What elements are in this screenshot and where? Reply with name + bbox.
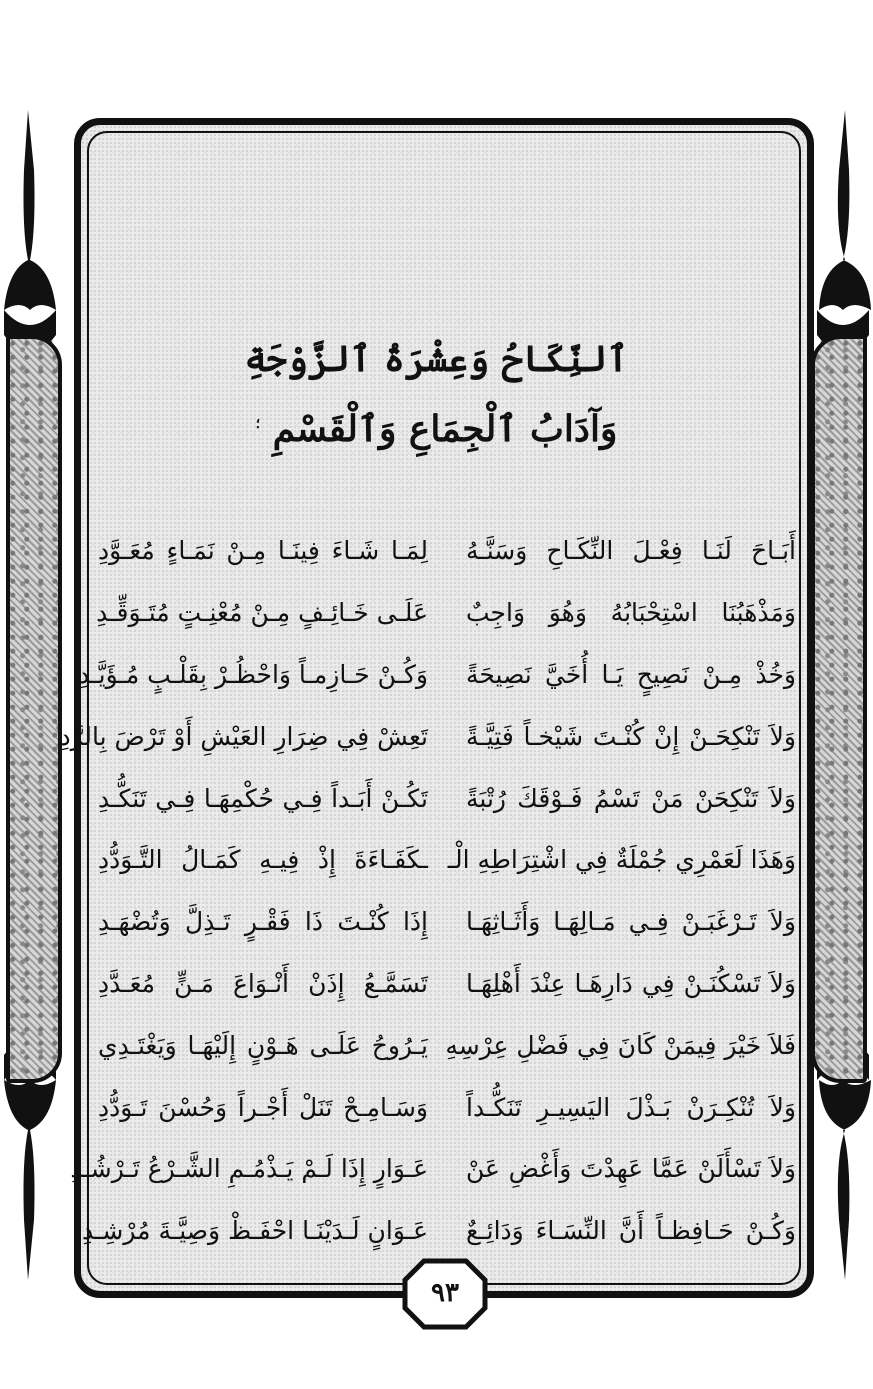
chapter-title-text-1: ٱلنِّكَاحُ وَعِشْرَةُ ٱلزَّوْجَةِ [244, 338, 629, 380]
verse-second-hemistich: يَـرُوحُ عَلَـى هَـوْنٍ إِلَيْهَـا وَيَغْتَـدِي [98, 1030, 428, 1060]
verse-first-hemistich: فَلاَ خَيْرَ فِيمَنْ كَانَ فِي فَضْلِ عِرْسِهِ [445, 1030, 796, 1060]
verse-second-hemistich: وَسَـامِـحْ تَنَلْ أَجْـراً وَحُسْنَ تَـوَدُّدِ [98, 1092, 428, 1122]
verse-second-hemistich: تَكُـنْ أَبَـداً فِـي حُكْمِهَـا فِـي تَنَكُّـدِ [98, 783, 428, 813]
verse-first-hemistich: وَلاَ تُنْكِـرَنْ بَـذْلَ اليَسِيـرِ تَنَكُّـداً [466, 1092, 796, 1122]
verse-second-hemistich: إِذَا كُنْـتَ ذَا فَقْـرٍ تَـذِلَّ وَتُضْهَـدِ [98, 907, 428, 937]
verse-first-hemistich: وَلاَ تَنْكِحَـنْ إِنْ كُنْـتَ شَيْخـاً فَتِيَّـةً [466, 721, 796, 751]
verse [70, 1138, 796, 1200]
verse [98, 891, 796, 953]
verse-second-hemistich: لِمَـا شَـاءَ فِينَـا مِـنْ نَمَـاءٍ مُعَـوَّدِ [98, 536, 428, 566]
verse [81, 1200, 796, 1262]
verse-second-hemistich: ـكَفَـاءَةَ إِذْ فِيـهِ كَمَـالُ التَّـوَدُّدِ [98, 845, 428, 875]
verse [98, 953, 796, 1015]
page-number-badge [402, 1258, 488, 1330]
verse [98, 829, 796, 891]
verse-first-hemistich: وَخُذْ مِـنْ نَصِيحٍ يَـا أُخَيَّ نَصِيحَةً [466, 659, 796, 689]
verse-second-hemistich: وَكُـنْ حَـازِمـاً وَاحْظُـرْ بِقَلْـبٍ مُـؤَيَّـدِ [78, 659, 428, 689]
title-mark: ؛ [255, 416, 261, 432]
verse-first-hemistich: وَلاَ تَـرْغَبَـنْ فِـي مَـالِهَـا وَأَثَـاثِهَـا [466, 907, 796, 937]
verse-first-hemistich: وَكُـنْ حَـافِظـاً أَنَّ النِّسَـاءَ وَدَائِـعٌ [466, 1216, 796, 1246]
verse [59, 705, 796, 767]
chapter-title-line-2 [0, 408, 873, 450]
verse-second-hemistich: عَـوَانٍ لَـدَيْنَـا احْفَـظْ وَصِيَّـةَ مُرْشِـدِ [81, 1216, 428, 1246]
verse [98, 582, 796, 644]
verse-first-hemistich: وَلاَ تَسْكُنَـنْ فِي دَارِهَـا عِنْدَ أَهْلِهَـا [466, 968, 796, 998]
verse-first-hemistich: وَمَذْهَبُنَا اسْتِحْبَابُهُ وَهُوَ وَاجِبٌ [466, 598, 796, 628]
verse-first-hemistich: وَهَذَا لَعَمْرِي جُمْلَةٌ فِي اشْتِرَاطِهِ الْـ [447, 845, 796, 875]
verse [98, 767, 796, 829]
verse [98, 1014, 796, 1076]
verse-first-hemistich: وَلاَ تَسْأَلَنْ عَمَّا عَهِدْتَ وَأَغْضِ عَنْ [466, 1154, 796, 1184]
verse-second-hemistich: عَـوَارٍ إِذَا لَـمْ يَـذْمُـمِ الشَّـرْعُ تَـرْشُـدِ [70, 1154, 428, 1184]
verse-first-hemistich: أَبَـاحَ لَنَـا فِعْـلَ النِّكَـاحِ وَسَنَّـهُ [466, 536, 796, 566]
page-number: ٩٣ [431, 1278, 459, 1308]
chapter-title-line-1 [0, 338, 873, 380]
verse-second-hemistich: تَسَمَّـعُ إِذَنْ أَنْـوَاعَ مَـنٍّ مُعَـدَّدِ [98, 968, 428, 998]
verse-first-hemistich: وَلاَ تَنْكِحَنْ مَنْ تَسْمُ فَـوْقَكَ رُتْبَةً [466, 783, 796, 813]
verse [98, 520, 796, 582]
verse [78, 644, 796, 706]
verse-second-hemistich: تَعِشْ فِي ضِرَارِ العَيْشِ أَوْ تَرْضَ بِالرَّدِ [59, 721, 428, 751]
verse-second-hemistich: عَلَـى خَـائِـفٍ مِـنْ مُعْنِـتٍ مُتَـوَقِّـدِ [96, 598, 428, 628]
chapter-title-text-2: وَآدَابُ ٱلْجِمَاعِ وَٱلْقَسْمِ [272, 408, 618, 450]
poem [59, 520, 796, 1262]
verse [98, 1076, 796, 1138]
